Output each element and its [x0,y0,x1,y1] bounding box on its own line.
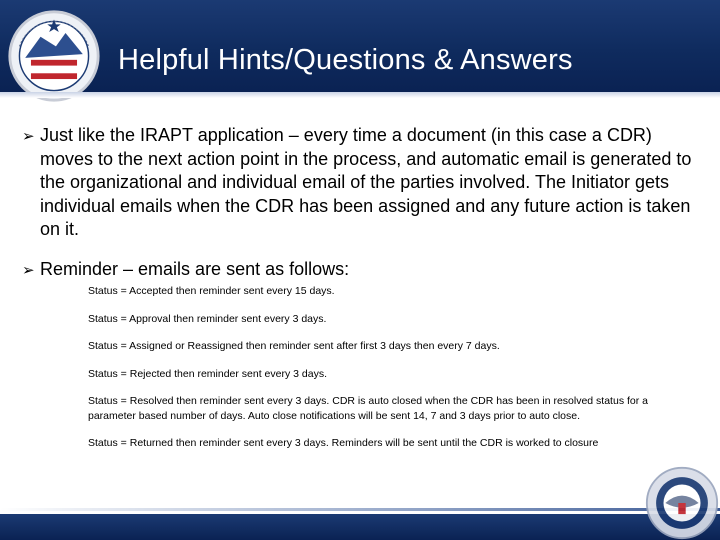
bullet-item [22,258,712,282]
department-of-defense-seal-icon [644,466,720,540]
status-item: Status = Rejected then reminder sent every 3 days. [88,367,328,380]
arrow-bullet-icon: ➢ [22,128,35,145]
status-item: Status = Assigned or Reassigned then reminder sent after first 3 days then every 7 days. [88,340,500,352]
bullet-item [22,124,706,242]
header-divider [0,92,720,98]
bullet-text: Reminder – emails are sent as follows: [40,258,350,279]
status-item: Status = Approval then reminder sent every 3 days. [88,312,327,325]
footer-bar [0,514,720,540]
status-list [88,284,688,464]
arrow-bullet-icon: ➢ [22,261,35,279]
status-item: Status = Resolved then reminder sent every 3 days. CDR is auto closed when the CDR has been in resolved status for a parameter based number of days. Auto close notifications will be sent 14, 7 and 3 days prior to auto close. [88,395,648,422]
director-seal-icon [6,8,102,104]
status-item: Status = Returned then reminder sent every 3 days. Reminders will be sent until the CDR is worked to closure [88,437,599,449]
bullet-text: Just like the IRAPT application – every time a document (in this case a CDR) moves to the next action point in the process, and automatic email is generated to the organizational and individual email of the parties involved. The Initiator gets individual emails when the CDR has been assigned and any future action is taken on it. [40,125,692,239]
status-item: Status = Accepted then reminder sent every 15 days. [88,285,335,297]
header-bar [0,0,720,92]
footer-divider [0,508,720,511]
main-content [22,124,712,281]
page-title: Helpful Hints/Questions & Answers [118,44,573,76]
